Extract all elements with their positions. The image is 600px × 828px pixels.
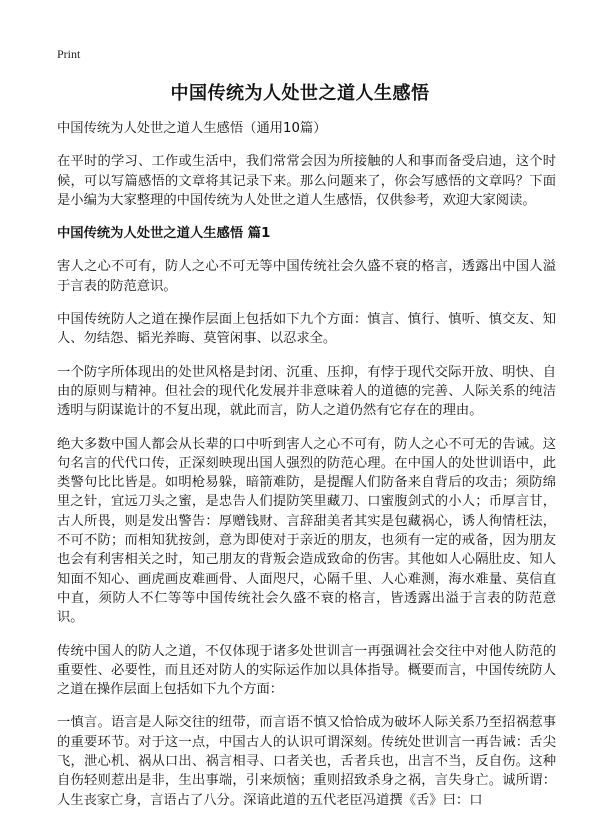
body-paragraph-6: 一慎言。语言是人际交往的纽带，而言语不慎又恰恰成为破坏人际关系乃至招祸惹事的重要环节。对于这一点，中国古人的认识可谓深刻。传统处世训言一再告诫：舌尖飞，泄心机、祸从口出、祸言相寻、口者关也，舌者兵也，出言不当，反自伤。这种自伤轻则惹出是非，生出事端，引来烦恼；重则招致杀身之祸，言失身亡。诚所谓：人生丧家亡身，言语占了八分。深谙此道的五代老臣冯道撰《舌》曰：口 bbox=[57, 715, 556, 808]
body-paragraph-1: 害人之心不可有，防人之心不可无等中国传统社会久盛不衰的格言，透露出中国人溢于言表的防范意识。 bbox=[57, 259, 556, 294]
body-paragraph-5: 传统中国人的防人之道，不仅体现于诸多处世训言一再强调社会交往中对他人防范的重要性、必要性，而且还对防人的实际运作加以具体指导。概要而言，中国传统防人之道在操作层面上包括如下九个方面： bbox=[57, 643, 556, 698]
body-paragraph-4: 绝大多数中国人都会从长辈的口中听到害人之心不可有，防人之心不可无的告诫。这句名言的代代口传，正深刻映现出国人强烈的防范心理。在中国人的处世训语中，此类警句比比皆是。如明枪易躲，暗箭难防，是提醒人们防备来自背后的攻击；须防绵里之针，宜远刀头之蜜，是忠告人们提防笑里藏刀、口蜜腹剑式的小人；币厚言甘，古人所畏，则是发出警告：厚赠钱财、言辞甜美者其实是包藏祸心，诱人徇情枉法，不可不防；而相知犹按剑，意为即使对于亲近的朋友，也须有一定的戒备，因为朋友也会有利害相关之时，知己朋友的背叛会造成致命的伤害。其他如人心隔肚皮、知人知面不知心、画虎画皮难画骨、人面咫尺，心隔千里、人心难测，海水难量、莫信直中直，须防人不仁等等中国传统社会久盛不衰的格言，皆透露出溢于言表的防范意识。 bbox=[57, 436, 556, 626]
body-paragraph-2: 中国传统防人之道在操作层面上包括如下九个方面：慎言、慎行、慎听、慎交友、知人、勿结怨、韬光养晦、莫管闲事、以忍求全。 bbox=[57, 312, 556, 347]
article-subtitle: 中国传统为人处世之道人生感悟（通用10篇） bbox=[57, 121, 327, 136]
body-paragraph-3: 一个防字所体现出的处世风格是封闭、沉重、压抑，有悖于现代交际开放、明快、自由的原则与精神。但社会的现代化发展并非意味着人的道德的完善、人际关系的纯洁透明与阴谋诡计的不复出现，就此而言，防人之道仍然有它存在的理由。 bbox=[57, 364, 556, 419]
article-body bbox=[57, 119, 556, 824]
print-link[interactable]: Print bbox=[57, 47, 81, 61]
page-title: 中国传统为人处世之道人生感悟 bbox=[170, 83, 430, 104]
intro-paragraph: 在平时的学习、工作或生活中，我们常常会因为所接触的人和事而备受启迪，这个时候，可以写篇感悟的文章将其记录下来。那么问题来了，你会写感悟的文章吗？下面是小编为大家整理的中国传统为人处世之道人生感悟，仅供参考，欢迎大家阅读。 bbox=[57, 154, 556, 208]
section-heading: 中国传统为人处世之道人生感悟 篇1 bbox=[57, 226, 271, 242]
